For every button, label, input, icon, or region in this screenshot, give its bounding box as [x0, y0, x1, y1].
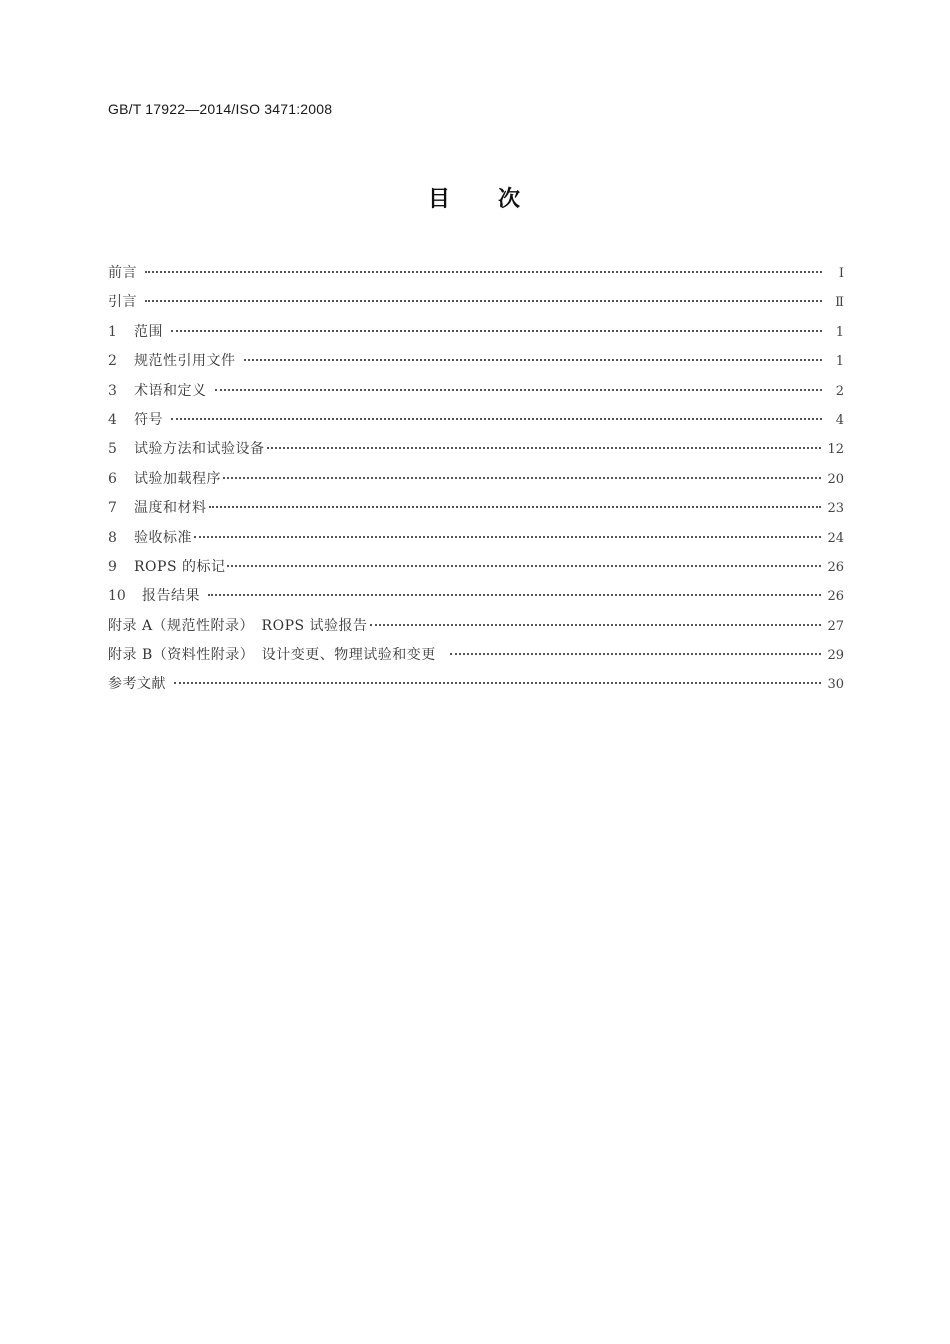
toc-entry-annex-b[interactable] [108, 641, 844, 670]
toc-entry-label: 参考文献 [108, 676, 166, 693]
toc-leader-dots [450, 653, 822, 655]
toc-page-number: 26 [827, 589, 844, 605]
toc-page-number: 12 [827, 442, 844, 458]
toc-entry-annex-a[interactable] [108, 612, 844, 641]
toc-entry-label: 前言 [108, 265, 137, 281]
toc-section-number: 1 [108, 323, 117, 340]
page-title-left: 目 [427, 187, 452, 212]
toc-page-number: 1 [835, 354, 844, 370]
toc-entry-label: 报告结果 [142, 588, 200, 605]
toc-entry-label: 附录 A（规范性附录） ROPS 试验报告 [108, 617, 368, 634]
toc-entry-references[interactable] [108, 670, 844, 699]
toc-entry-label: 附录 B（资料性附录） 设计变更、物理试验和变更 [108, 647, 436, 664]
toc-entry-section-3[interactable] [108, 377, 844, 406]
toc-page-number: 1 [835, 324, 844, 340]
toc-leader-dots [171, 418, 822, 420]
toc-page-number: 24 [827, 530, 844, 546]
toc-entry-label: 引言 [108, 294, 137, 311]
toc-entry-section-9[interactable] [108, 553, 844, 582]
toc-page-number: Ⅱ [835, 295, 844, 311]
toc-entry-label: 术语和定义 [134, 382, 207, 399]
table-of-contents [108, 259, 844, 700]
toc-section-number: 3 [108, 382, 117, 399]
toc-entry-section-1[interactable] [108, 318, 844, 347]
toc-leader-dots [227, 565, 821, 567]
toc-leader-dots [244, 359, 823, 361]
toc-page-number: 2 [835, 383, 844, 399]
toc-entry-label: 试验加载程序 [134, 470, 221, 487]
toc-page-number: 4 [835, 412, 844, 428]
toc-entry-section-2[interactable] [108, 347, 844, 376]
toc-leader-dots [215, 389, 823, 391]
toc-page-number: 23 [827, 501, 844, 517]
toc-entry-section-4[interactable] [108, 406, 844, 435]
toc-entry-section-8[interactable] [108, 524, 844, 553]
toc-leader-dots [145, 300, 822, 302]
toc-leader-dots [370, 624, 822, 626]
toc-section-number: 4 [108, 411, 117, 428]
toc-leader-dots [171, 330, 822, 332]
toc-leader-dots [208, 594, 821, 596]
page-title-right: 次 [498, 187, 523, 212]
toc-leader-dots [194, 536, 821, 538]
toc-entry-section-7[interactable] [108, 494, 844, 523]
toc-entry-section-10[interactable] [108, 582, 844, 611]
toc-leader-dots [267, 447, 822, 449]
toc-page-number: Ⅰ [838, 266, 844, 281]
toc-entry-label: 试验方法和试验设备 [134, 441, 265, 458]
toc-page-number: 27 [827, 618, 844, 634]
page-title [0, 182, 950, 213]
toc-section-number: 8 [108, 529, 117, 546]
toc-entry-label: 验收标准 [134, 529, 192, 546]
toc-section-number: 2 [108, 353, 117, 370]
toc-page-number: 26 [827, 559, 844, 575]
toc-entry-foreword[interactable] [108, 259, 844, 288]
toc-entry-section-5[interactable] [108, 435, 844, 464]
toc-section-number: 10 [108, 588, 126, 605]
toc-leader-dots [209, 506, 822, 508]
toc-leader-dots [145, 271, 822, 273]
toc-entry-label: 符号 [134, 411, 163, 428]
toc-page-number: 29 [827, 648, 844, 664]
toc-entry-label: 温度和材料 [134, 500, 207, 517]
toc-entry-label: 范围 [134, 323, 163, 340]
toc-entry-section-6[interactable] [108, 465, 844, 494]
toc-entry-introduction[interactable] [108, 288, 844, 317]
toc-section-number: 6 [108, 470, 117, 487]
toc-page-number: 20 [827, 471, 844, 487]
toc-leader-dots [174, 682, 821, 684]
toc-section-number: 5 [108, 441, 117, 458]
standard-code-header: GB/T 17922—2014/ISO 3471:2008 [108, 101, 333, 117]
toc-section-number: 7 [108, 500, 117, 517]
toc-entry-label: 规范性引用文件 [134, 353, 236, 370]
toc-section-number: 9 [108, 558, 117, 575]
toc-entry-label: ROPS 的标记 [134, 558, 226, 575]
toc-leader-dots [223, 477, 821, 479]
toc-page-number: 30 [827, 677, 844, 693]
